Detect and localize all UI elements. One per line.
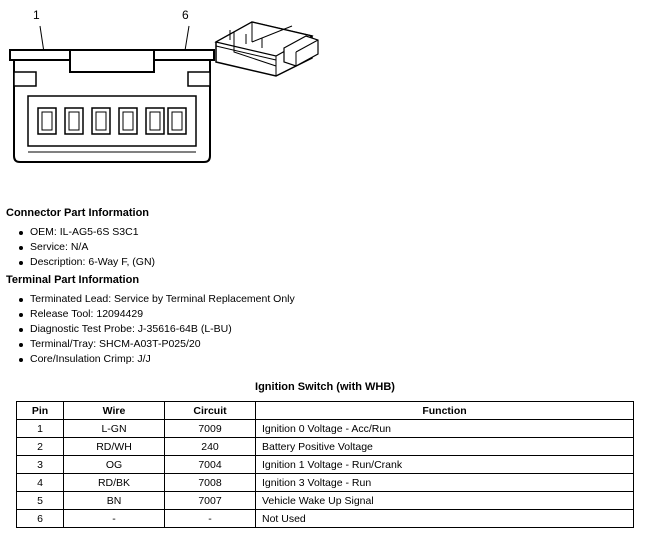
table-row	[17, 420, 634, 438]
cell-function: Ignition 0 Voltage - Acc/Run	[256, 420, 634, 438]
table-row	[17, 438, 634, 456]
cell-function: Vehicle Wake Up Signal	[256, 492, 634, 510]
column-header-function: Function	[256, 402, 634, 420]
list-item: Service: N/A	[6, 240, 155, 255]
cell-pin: 6	[17, 510, 64, 528]
table-row	[17, 474, 634, 492]
column-header-circuit: Circuit	[165, 402, 256, 420]
cell-function: Ignition 3 Voltage - Run	[256, 474, 634, 492]
cell-function: Ignition 1 Voltage - Run/Crank	[256, 456, 634, 474]
list-item: Description: 6-Way F, (GN)	[6, 255, 155, 270]
connector-part-information-list	[6, 225, 155, 270]
cell-pin: 3	[17, 456, 64, 474]
cell-wire: OG	[64, 456, 165, 474]
list-item: Core/Insulation Crimp: J/J	[6, 352, 295, 367]
cell-wire: BN	[64, 492, 165, 510]
cell-circuit: -	[165, 510, 256, 528]
pinout-table-caption: Ignition Switch (with WHB)	[255, 381, 395, 393]
table-row	[17, 510, 634, 528]
callout-label-6: 6	[182, 8, 189, 22]
table-row	[17, 456, 634, 474]
cell-pin: 2	[17, 438, 64, 456]
table-row	[17, 492, 634, 510]
connector-part-information-title: Connector Part Information	[6, 207, 150, 219]
terminal-part-information-title: Terminal Part Information	[6, 274, 140, 286]
connector-diagram	[0, 0, 330, 185]
cell-wire: -	[64, 510, 165, 528]
cell-circuit: 7008	[165, 474, 256, 492]
cell-wire: RD/WH	[64, 438, 165, 456]
cell-circuit: 7009	[165, 420, 256, 438]
column-header-wire: Wire	[64, 402, 165, 420]
cell-pin: 5	[17, 492, 64, 510]
cell-wire: RD/BK	[64, 474, 165, 492]
connector-diagram-svg	[0, 0, 330, 185]
table-header-row	[17, 402, 634, 420]
list-item: Release Tool: 12094429	[6, 307, 295, 322]
cell-wire: L-GN	[64, 420, 165, 438]
list-item: Terminated Lead: Service by Terminal Replacement Only	[6, 292, 295, 307]
cell-circuit: 240	[165, 438, 256, 456]
terminal-part-information-list	[6, 292, 295, 367]
connector-front-view-group	[10, 50, 214, 162]
callout-label-1: 1	[33, 8, 40, 22]
column-header-pin: Pin	[17, 402, 64, 420]
pinout-table	[16, 401, 634, 528]
cell-circuit: 7004	[165, 456, 256, 474]
list-item: Diagnostic Test Probe: J-35616-64B (L-BU)	[6, 322, 295, 337]
list-item: Terminal/Tray: SHCM-A03T-P025/20	[6, 337, 295, 352]
cell-circuit: 7007	[165, 492, 256, 510]
cell-function: Battery Positive Voltage	[256, 438, 634, 456]
connector-iso-view-group	[216, 22, 318, 76]
cell-function: Not Used	[256, 510, 634, 528]
list-item: OEM: IL-AG5-6S S3C1	[6, 225, 155, 240]
cell-pin: 1	[17, 420, 64, 438]
cell-pin: 4	[17, 474, 64, 492]
